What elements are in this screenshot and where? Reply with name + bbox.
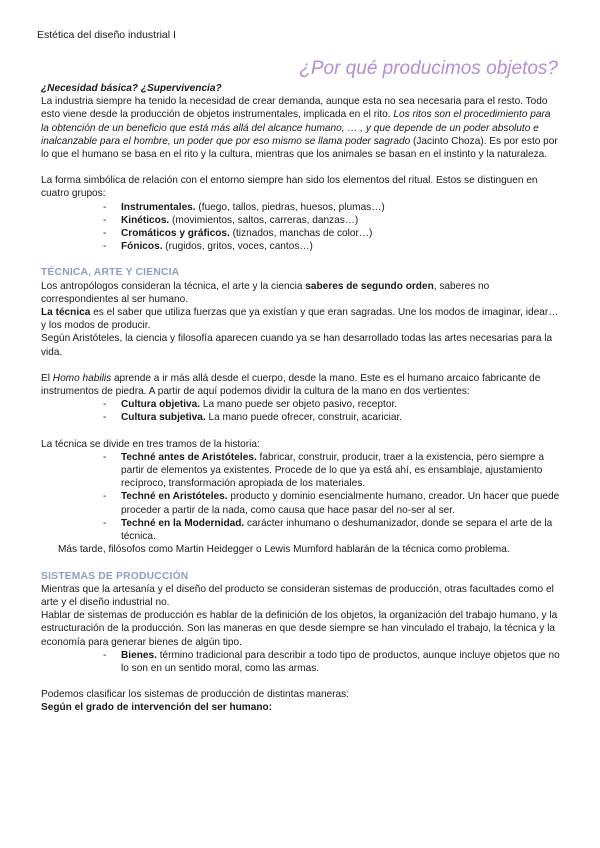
tecnica-paragraph-3: Según Aristóteles, la ciencia y filosofía aparecen cuando ya se han desarrollado todas las artes necesarias para la vida.	[41, 333, 553, 358]
intro-paragraph-2: La forma simbólica de relación con el entorno siempre han sido los elementos del ritual. Estos se distinguen en cuatro grupos:	[41, 175, 538, 200]
tecnica-paragraph-5: La técnica se divide en tres tramos de la historia:	[41, 438, 260, 450]
sistemas-paragraph-3: Podemos clasificar los sistemas de producción de distintas maneras:	[41, 689, 350, 701]
list-item: - Instrumentales. (fuego, tallos, piedras, huesos, plumas…)	[103, 201, 561, 214]
sistemas-paragraph-1: Mientras que la artesanía y el diseño del producto se consideran sistemas de producción, otras facultades como el arte y el diseño industrial no.	[41, 583, 554, 608]
section-heading-tecnica: TÉCNICA, ARTE Y CIENCIA	[41, 267, 180, 279]
document-body	[41, 82, 561, 715]
list-item: - Techné en Aristóteles. producto y dominio esencialmente humano, creador. Un hacer que puede proceder a partir de la nada, como causa que hace pasar del no-ser al ser.	[103, 490, 561, 516]
culture-list	[41, 398, 561, 424]
intro-paragraph-1: La industria siempre ha tenido la necesidad de crear demanda, aunque esta no sea necesaria para el resto. Todo esto viene desde la producción de objetos instrumentales, implicada en el rito. Los ritos son el procedimiento para la obtención de un beneficio que está más allá del alcance humano, … , y que depende de un poder absoluto e inalcanzable para el hombre, un poder que por eso mismo se llama poder sagrado (Jacinto Choza). Es por esto por lo que el humano se basa en el rito y la cultura, mientras que los animales se basan en el instinto y la naturaleza.	[41, 96, 558, 161]
bienes-list	[41, 649, 561, 675]
running-header: Estética del diseño industrial I	[37, 29, 176, 41]
list-item: - Bienes. término tradicional para describir a todo tipo de productos, aunque incluye objetos que no lo son en un sentido moral, como las armas.	[103, 649, 561, 675]
techne-eras-list	[41, 451, 561, 543]
intro-subtitle: ¿Necesidad básica? ¿Supervivencia?	[41, 83, 222, 94]
list-item: - Techné en la Modernidad. carácter inhumano o deshumanizador, donde se separa el arte de la técnica.	[103, 517, 561, 543]
tecnica-paragraph-4: El Homo habilis aprende a ir más allá desde el cuerpo, desde la mano. Este es el humano arcaico fabricante de instrumentos de piedra. A partir de aquí podemos dividir la cultura de la mano en dos vertientes:	[41, 372, 541, 398]
section-heading-sistemas: SISTEMAS DE PRODUCCIÓN	[41, 570, 189, 582]
list-item: - Cultura objetiva. La mano puede ser objeto pasivo, receptor.	[103, 398, 561, 411]
tecnica-paragraph-1: Los antropólogos consideran la técnica, el arte y la ciencia saberes de segundo orden, saberes no correspondientes al ser humano.	[41, 280, 490, 305]
ritual-groups-list	[41, 201, 561, 254]
list-item: - Fónicos. (rugidos, gritos, voces, cantos…)	[103, 240, 561, 253]
page-title: ¿Por qué producimos objetos?	[299, 58, 558, 79]
tecnica-paragraph-6: Más tarde, filósofos como Martin Heidegger o Lewis Mumford hablarán de la técnica como problema.	[58, 544, 510, 556]
tecnica-paragraph-2: La técnica es el saber que utiliza fuerzas que ya existían y que eran sagradas. Une los modos de imaginar, idear… y los modos de producir.	[41, 307, 559, 332]
sistemas-paragraph-2: Hablar de sistemas de producción es hablar de la definición de los objetos, la organización del trabajo humano, y la estructuración de la producción. Son las maneras en que desde siempre se han vinculado el trabajo, la técnica y la economía para generar bienes de algún tipo.	[41, 610, 558, 648]
list-item: - Cultura subjetiva. La mano puede ofrecer, construir, acariciar.	[103, 411, 561, 424]
list-item: - Kinéticos. (movimientos, saltos, carreras, danzas…)	[103, 214, 561, 227]
list-item: - Cromáticos y gráficos. (tiznados, manchas de color…)	[103, 227, 561, 240]
sistemas-paragraph-4: Según el grado de intervención del ser humano:	[41, 702, 273, 714]
list-item: - Techné antes de Aristóteles. fabricar, construir, producir, traer a la existencia, pero siempre a partir de elementos ya existentes. Procede de lo que ya está ahí, es ensamblaje, ajustamiento recíproco, transformación apropiada de los materiales.	[103, 451, 561, 491]
